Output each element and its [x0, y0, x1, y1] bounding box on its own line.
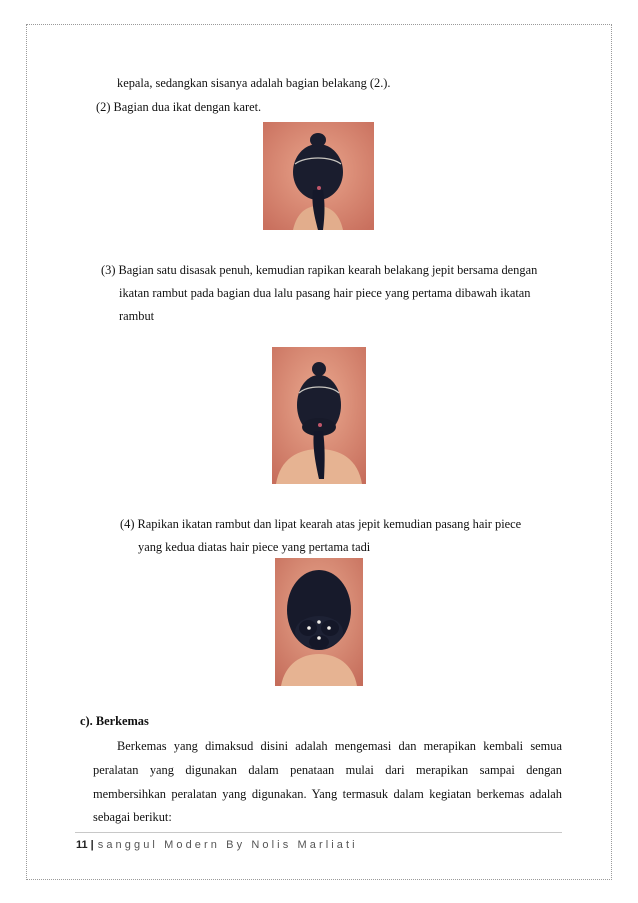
- step-2-text: (2) Bagian dua ikat dengan karet.: [96, 100, 262, 114]
- paragraph-line-4: sebagai berikut:: [93, 810, 172, 824]
- section-heading-berkemas: c). Berkemas: [80, 714, 149, 728]
- footer-title: sanggul Modern By Nolis Marliati: [97, 839, 358, 851]
- step-4-text-line-1: (4) Rapikan ikatan rambut dan lipat kearah atas jepit kemudian pasang hair piece: [120, 517, 522, 531]
- hair-step-3-photo: [272, 347, 366, 484]
- paragraph-line-2: peralatan yang digunakan dalam penataan mulai dari merapikan sampai dengan: [93, 763, 562, 777]
- footer-rule: [75, 832, 562, 833]
- paragraph-line-1: Berkemas yang dimaksud disini adalah mengemasi dan merapikan kembali semua: [117, 739, 562, 753]
- page-number: 11: [76, 839, 88, 851]
- footer-separator: |: [90, 839, 94, 851]
- hair-step-4-photo: [275, 558, 363, 686]
- hair-step-2-photo: [263, 122, 374, 230]
- footer: [76, 839, 358, 851]
- body-line-continuation: kepala, sedangkan sisanya adalah bagian belakang (2.).: [117, 76, 391, 90]
- step-3-text-line-1: (3) Bagian satu disasak penuh, kemudian rapikan kearah belakang jepit bersama dengan: [101, 263, 538, 277]
- step-3-text-line-3: rambut: [119, 309, 155, 323]
- step-4-text-line-2: yang kedua diatas hair piece yang pertama tadi: [138, 540, 371, 554]
- paragraph-line-3: membersihkan peralatan yang digunakan. Yang termasuk dalam kegiatan berkemas adalah: [93, 787, 562, 801]
- step-3-text-line-2: ikatan rambut pada bagian dua lalu pasang hair piece yang pertama dibawah ikatan: [119, 286, 531, 300]
